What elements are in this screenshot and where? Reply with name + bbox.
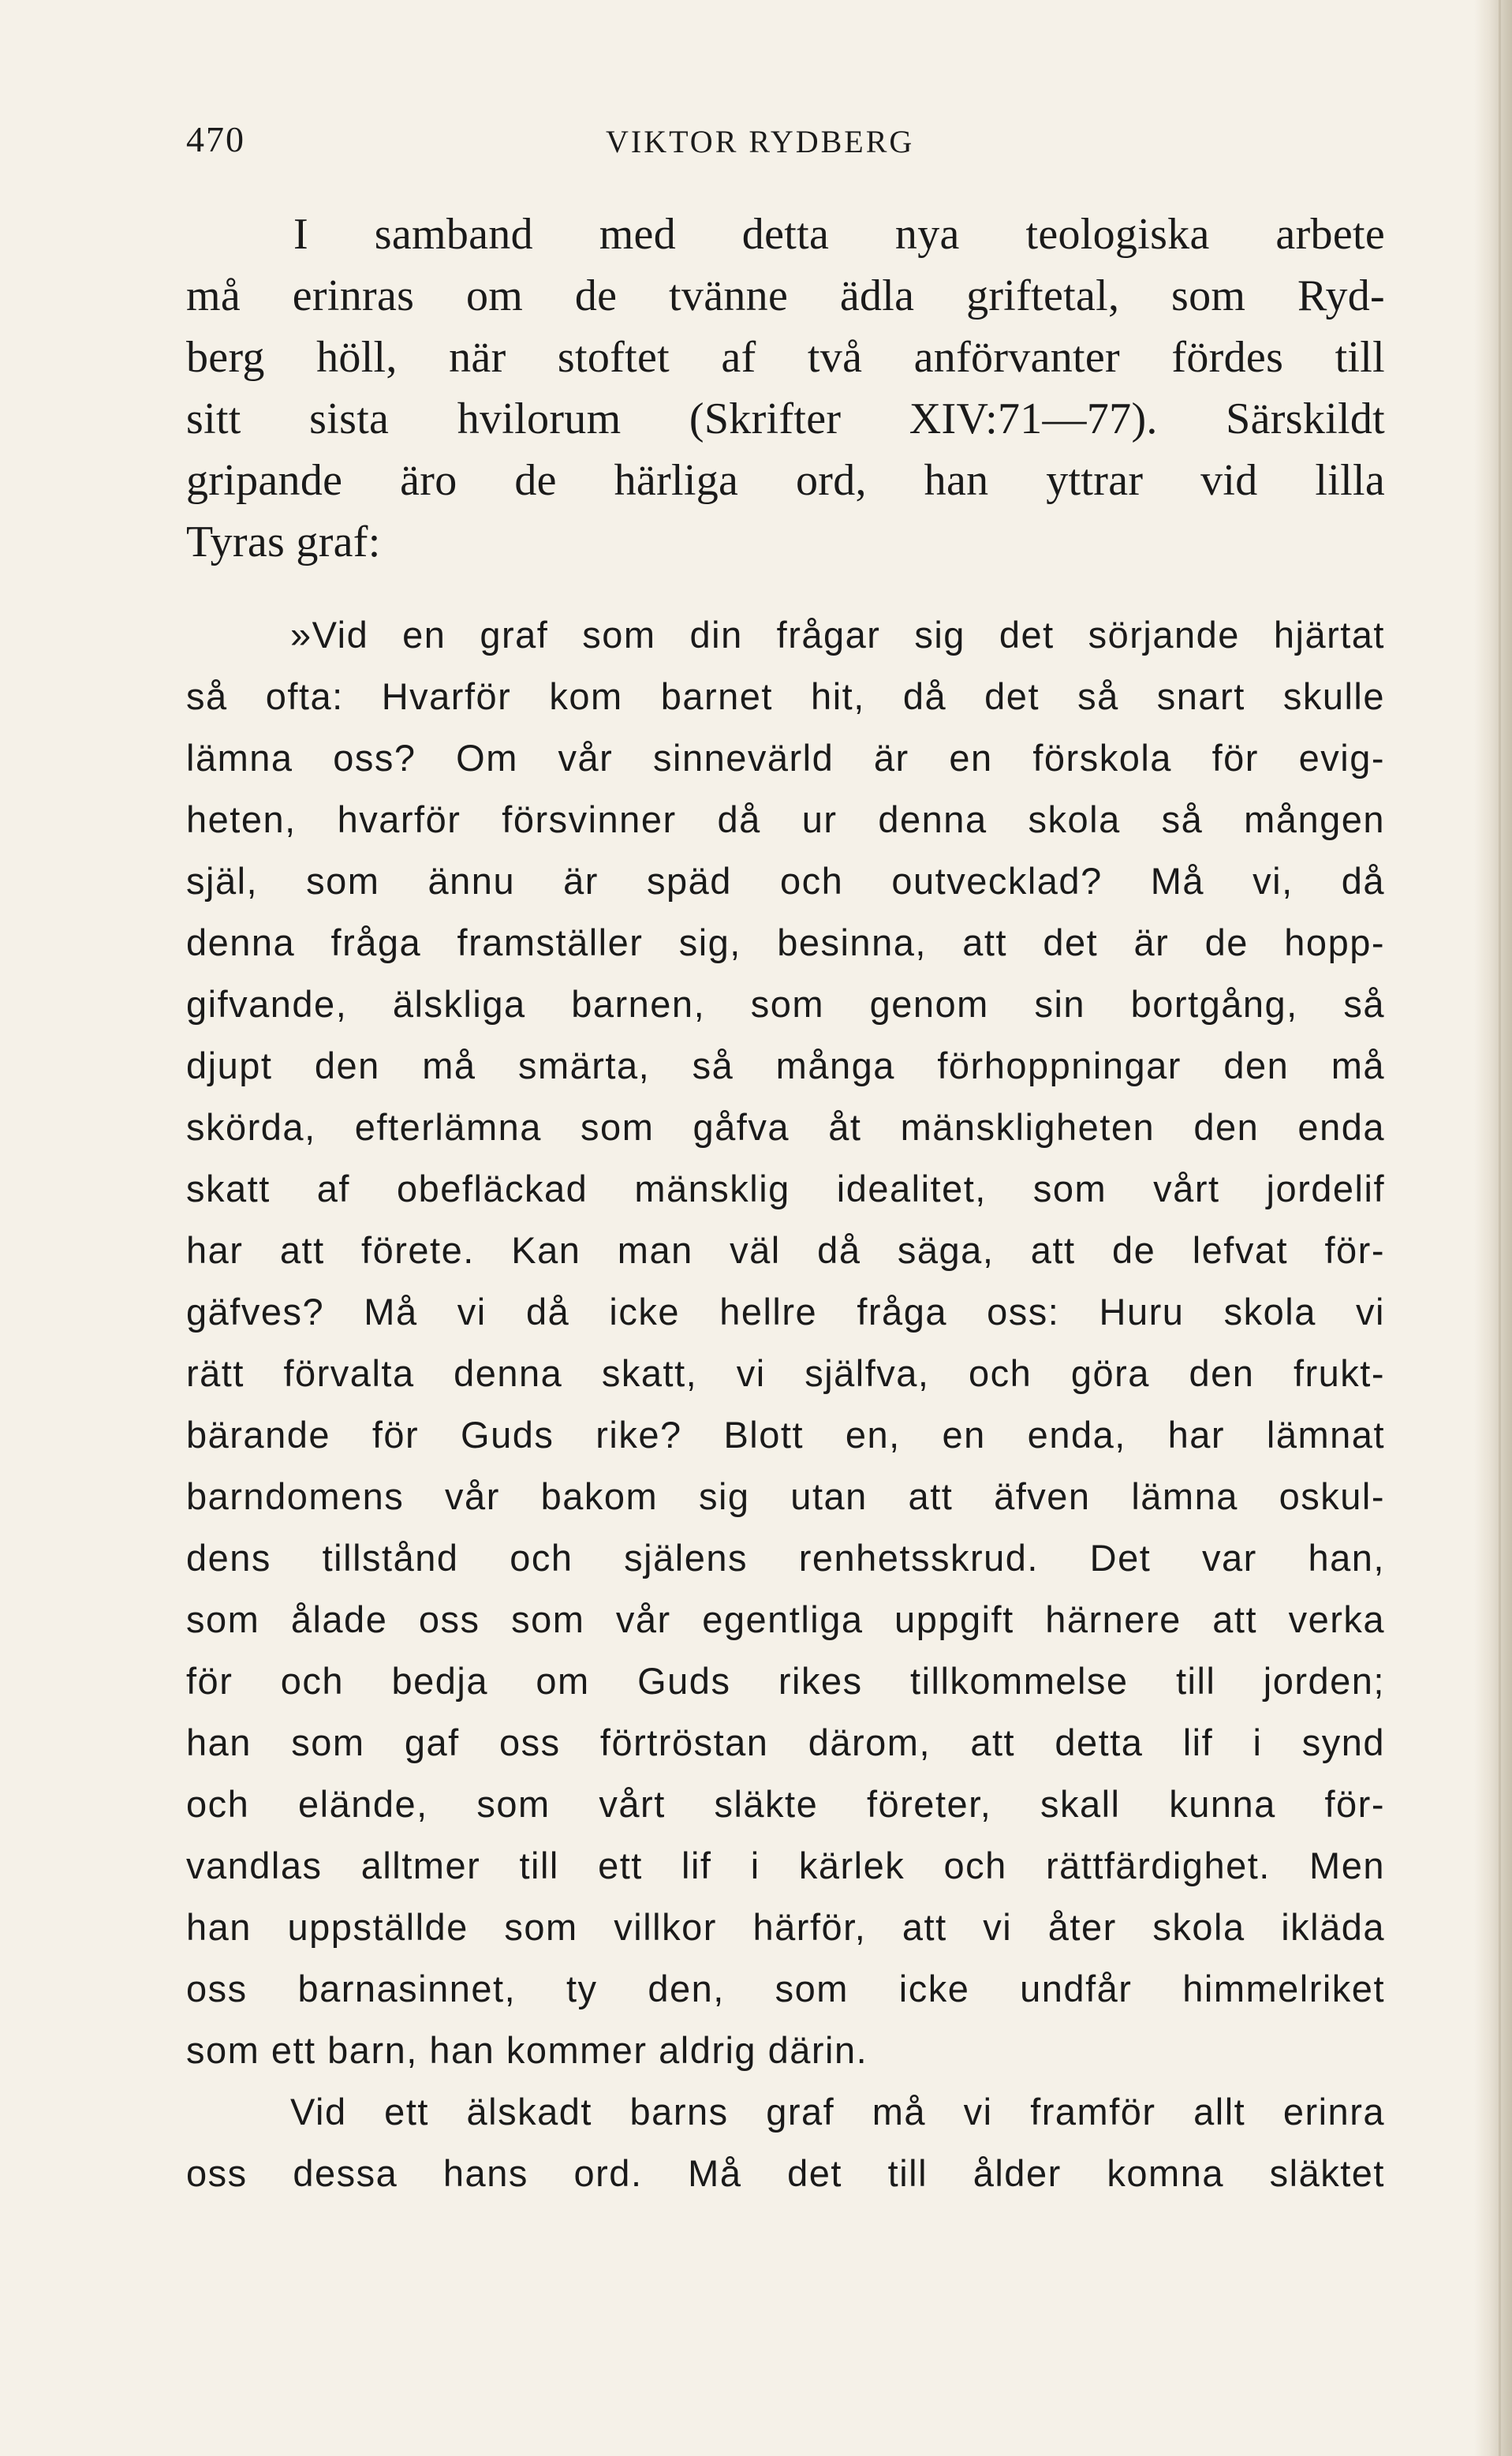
text-line: denna fråga framställer sig, besinna, att det är de hopp- xyxy=(186,921,1385,963)
text-line: och elände, som vårt släkte företer, skall kunna för- xyxy=(186,1783,1385,1825)
text-line: I samband med detta nya teologiska arbete xyxy=(293,210,1385,259)
page-edge-shadow xyxy=(1474,0,1512,2456)
text-line: så ofta: Hvarför kom barnet hit, då det så snart skulle xyxy=(186,675,1385,717)
paragraph-closing xyxy=(186,2081,1385,2204)
running-head: VIKTOR RYDBERG xyxy=(606,124,915,159)
text-line: gifvande, älskliga barnen, som genom sin bortgång, så xyxy=(186,983,1385,1025)
quoted-passage xyxy=(186,604,1385,2081)
text-line: vandlas alltmer till ett lif i kärlek och rättfärdighet. Men xyxy=(186,1845,1385,1886)
text-line: oss barnasinnet, ty den, som icke undfår himmelriket xyxy=(186,1968,1385,2009)
text-line: »Vid en graf som din frågar sig det sörjande hjärtat xyxy=(290,614,1385,656)
text-line: Vid ett älskadt barns graf må vi framför allt erinra xyxy=(290,2091,1385,2133)
text-line: bärande för Guds rike? Blott en, en enda, har lämnat xyxy=(186,1414,1385,1456)
text-line: sitt sista hvilorum (Skrifter XIV:71—77). Särskildt xyxy=(186,394,1385,443)
text-line: gripande äro de härliga ord, han yttrar vid lilla xyxy=(186,456,1385,505)
text-line: han uppställde som villkor härför, att vi åter skola ikläda xyxy=(186,1906,1385,1948)
page-header xyxy=(186,118,1385,166)
text-line: rätt förvalta denna skatt, vi själfva, och göra den frukt- xyxy=(186,1352,1385,1394)
text-line: har att förete. Kan man väl då säga, att de lefvat för- xyxy=(186,1229,1385,1271)
text-line: han som gaf oss förtröstan därom, att detta lif i synd xyxy=(186,1721,1385,1763)
page-number: 470 xyxy=(186,119,245,159)
text-line: skatt af obefläckad mänsklig idealitet, som vårt jordelif xyxy=(186,1168,1385,1209)
text-line: för och bedja om Guds rikes tillkommelse till jorden; xyxy=(186,1660,1385,1702)
text-line: Tyras graf: xyxy=(186,518,381,566)
text-line: må erinras om de tvänne ädla griftetal, som Ryd- xyxy=(186,271,1385,320)
text-line: dens tillstånd och själens renhetsskrud. Det var han, xyxy=(186,1537,1385,1579)
text-line: själ, som ännu är späd och outvecklad? Må vi, då xyxy=(186,860,1385,902)
text-line: som ett barn, han kommer aldrig därin. xyxy=(186,2029,868,2071)
paragraph-intro xyxy=(186,204,1385,573)
page-edge-line xyxy=(1499,0,1501,2456)
text-line: barndomens vår bakom sig utan att äfven lämna oskul- xyxy=(186,1475,1385,1517)
text-line: oss dessa hans ord. Må det till ålder komna släktet xyxy=(186,2152,1385,2194)
text-line: berg höll, när stoftet af två anförvanter fördes till xyxy=(186,333,1385,382)
text-line: gäfves? Må vi då icke hellre fråga oss: Huru skola vi xyxy=(186,1291,1385,1333)
text-line: skörda, efterlämna som gåfva åt mänskligheten den enda xyxy=(186,1106,1385,1148)
body-text xyxy=(186,204,1385,2204)
text-line: djupt den må smärta, så många förhoppningar den må xyxy=(186,1045,1385,1086)
text-line: heten, hvarför försvinner då ur denna skola så mången xyxy=(186,798,1385,840)
text-line: som ålade oss som vår egentliga uppgift härnere att verka xyxy=(186,1598,1385,1640)
text-line: lämna oss? Om vår sinnevärld är en förskola för evig- xyxy=(186,737,1385,779)
